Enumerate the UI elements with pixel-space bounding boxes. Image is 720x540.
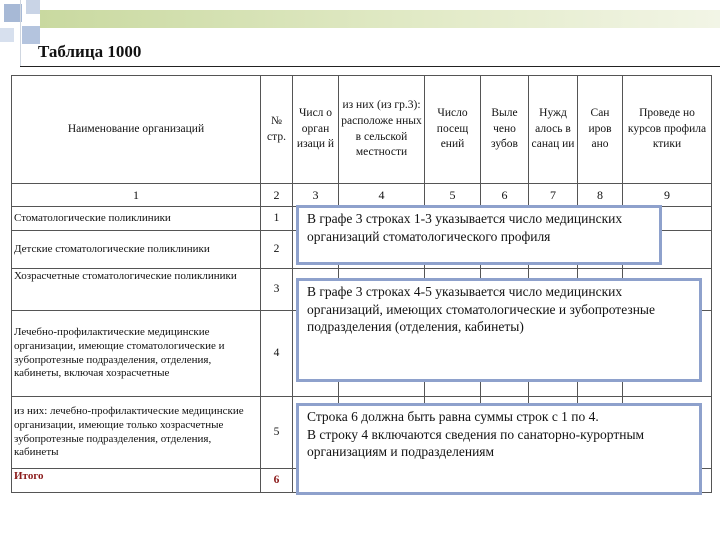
header-sanated: Сан иров ано [578,76,623,184]
decoration-square [26,0,40,14]
page-title: Таблица 1000 [38,42,142,61]
column-number: 9 [623,184,712,207]
row-name: Лечебно-профилактические медицинские организации, имеющие стоматологические и зубопротезные подразделения, отделения, кабинеты, включая хозрасчетные [12,311,261,397]
callout-text: В строку 4 включаются сведения по санаторно-курортным организациям и подразделениям [307,426,645,460]
row-number: 2 [261,231,293,269]
row-number: 6 [261,469,293,493]
decoration-bar [40,10,720,28]
header-teeth: Выле чено зубов [481,76,529,184]
decoration-line [20,66,720,67]
header-rural: из них (из гр.3): расположе нных в сельской местности [339,76,425,184]
callout-note [296,403,702,495]
callout-text: Строка 6 должна быть равна суммы строк с 1 по 4. [307,409,599,424]
row-number: 4 [261,311,293,397]
column-number: 8 [578,184,623,207]
column-number: 2 [261,184,293,207]
row-number: 1 [261,207,293,231]
callout-text: В графе 3 строках 4-5 указывается число медицинских организаций, имеющих стоматологические и зубопротезные подразделения (отделения, кабинеты) [307,284,655,335]
header-row-no: № стр. [261,76,293,184]
row-name: Стоматологические поликлиники [12,207,261,231]
column-number: 1 [12,184,261,207]
header-row [12,76,712,184]
row-name: из них: лечебно-профилактические медицинские организации, имеющие только хозрасчетные зубопротезные подразделения, отделения, кабинеты [12,397,261,469]
row-number: 5 [261,397,293,469]
row-name: Детские стоматологические поликлиники [12,231,261,269]
column-number: 3 [293,184,339,207]
callout-note [296,278,702,382]
column-number: 6 [481,184,529,207]
decoration-vline [20,0,21,66]
callout-text: В графе 3 строках 1-3 указывается число медицинских организаций стоматологического профиля [307,211,623,244]
row-name: Итого [12,469,261,493]
callout-note [296,205,662,265]
header-visits: Число посещ ений [425,76,481,184]
header-name: Наименование организаций [12,76,261,184]
column-number: 7 [529,184,578,207]
row-name: Хозрасчетные стоматологические поликлиники [12,269,261,311]
row-number: 3 [261,269,293,311]
column-number: 5 [425,184,481,207]
header-sanation-need: Нужд алось в санац ии [529,76,578,184]
column-number: 4 [339,184,425,207]
header-courses: Проведе но курсов профила ктики [623,76,712,184]
column-number-row [12,184,712,207]
decoration-square [0,28,14,42]
header-count-orgs: Числ о орган изаци й [293,76,339,184]
